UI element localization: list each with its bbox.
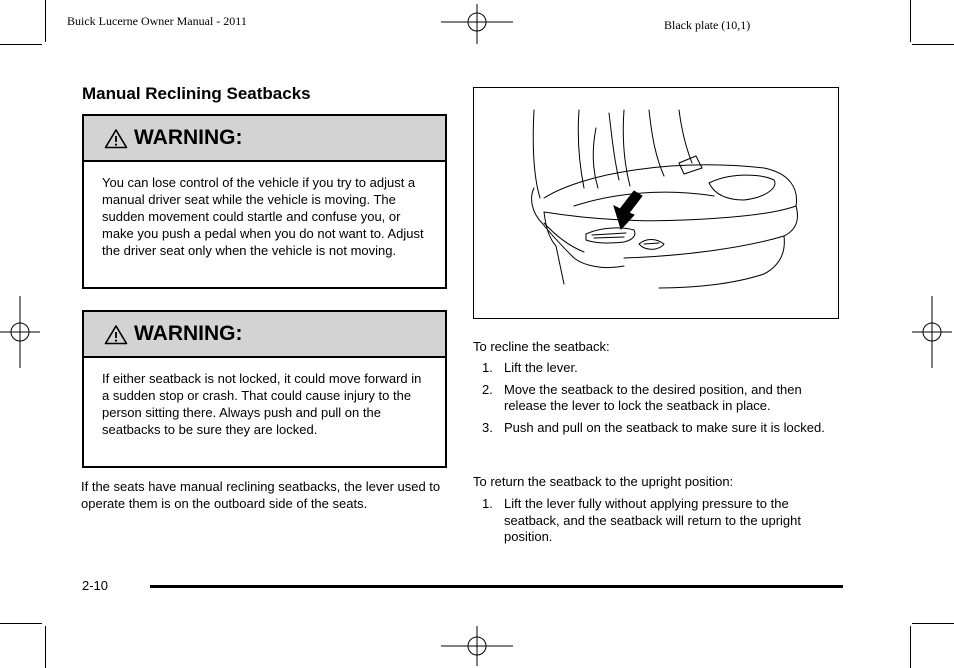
registration-mark-icon: [0, 296, 40, 368]
list-item: [482, 360, 834, 377]
seat-illustration: [473, 87, 839, 319]
warning-text: You can lose control of the vehicle if you try to adjust a manual driver seat while the vehicle is moving. The sudden movement could startle and confuse you, or make you push a pedal when you do not want to. Adjust the driver seat only when the vehicle is not moving.: [102, 175, 424, 258]
plate-label: Black plate (10,1): [664, 18, 751, 32]
recline-steps: [482, 360, 834, 441]
manual-title: Buick Lucerne Owner Manual - 2011: [67, 14, 247, 28]
warning-box: [82, 310, 447, 468]
step-number: 1.: [482, 360, 493, 375]
footer-rule: [150, 585, 843, 588]
registration-mark-icon: [441, 626, 513, 666]
warning-header: [84, 116, 445, 162]
step-text: Push and pull on the seatback to make sure it is locked.: [504, 419, 825, 435]
warning-box: [82, 114, 447, 289]
crop-mark: [45, 0, 46, 42]
list-item: [482, 382, 834, 415]
crop-mark: [0, 623, 42, 624]
step-number: 1.: [482, 496, 493, 511]
seat-lever-illustration: [474, 88, 838, 318]
step-number: 3.: [482, 419, 493, 435]
step-number: 2.: [482, 381, 493, 397]
warning-label: WARNING:: [134, 322, 243, 345]
crop-mark: [910, 0, 911, 42]
body-paragraph: If the seats have manual reclining seatbacks, the lever used to operate them is on the outboard side of the seats.: [81, 479, 441, 511]
registration-mark-icon: [441, 4, 513, 44]
upright-steps: [482, 496, 834, 551]
upright-intro: To return the seatback to the upright position:: [473, 474, 734, 489]
warning-header: [84, 312, 445, 358]
crop-mark: [912, 44, 954, 45]
warning-label: WARNING:: [134, 126, 243, 149]
warning-triangle-icon: [104, 324, 128, 345]
step-text: Lift the lever fully without applying pressure to the seatback, and the seatback will return to the upright position.: [504, 496, 802, 544]
registration-mark-icon: [912, 296, 952, 368]
warning-text: If either seatback is not locked, it could move forward in a sudden stop or crash. That could cause injury to the person sitting there. Always push and pull on the seatbacks to be sure they are locked.: [102, 371, 422, 437]
step-text: Lift the lever.: [504, 360, 578, 375]
crop-mark: [0, 44, 42, 45]
crop-mark: [45, 626, 46, 668]
page-number: 2-10: [82, 578, 109, 593]
crop-mark: [910, 626, 911, 668]
warning-triangle-icon: [104, 128, 128, 149]
list-item: [482, 420, 834, 437]
list-item: [482, 496, 834, 546]
section-heading: Manual Reclining Seatbacks: [82, 84, 311, 103]
step-text: Move the seatback to the desired position, and then release the lever to lock the seatback in place.: [504, 381, 802, 413]
recline-intro: To recline the seatback:: [473, 339, 610, 354]
crop-mark: [912, 623, 954, 624]
